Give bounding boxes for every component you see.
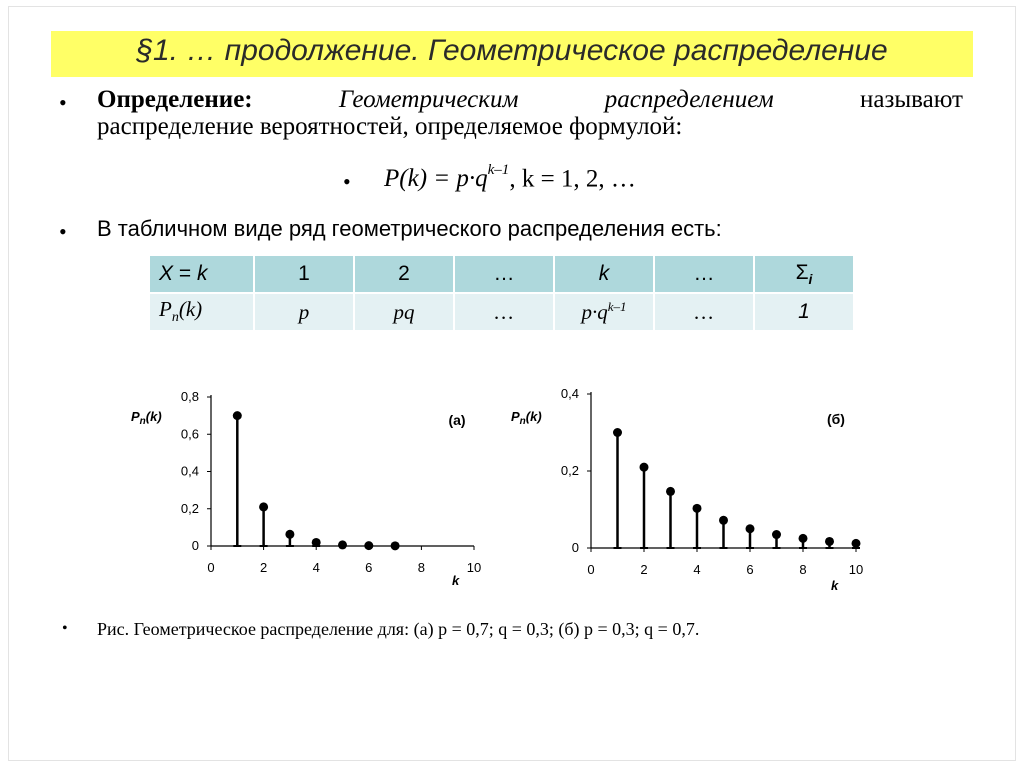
- data-point: [338, 540, 347, 549]
- bullet-icon: •: [59, 90, 67, 115]
- x-axis-label: k: [831, 578, 839, 593]
- data-point: [233, 411, 242, 420]
- x-tick-label: 4: [693, 562, 701, 577]
- y-axis-label: $P_n(k)$: [511, 409, 542, 427]
- definition-term-1: Геометрическим: [338, 86, 519, 113]
- data-point: [693, 504, 702, 513]
- x-tick-label: 6: [746, 562, 754, 577]
- x-axis-label: k: [452, 573, 460, 588]
- data-point: [799, 534, 808, 543]
- x-tick-label: 2: [640, 562, 648, 577]
- x-tick-label: 0: [207, 560, 215, 575]
- data-point: [259, 502, 268, 511]
- table-header-cell: 2: [355, 256, 453, 292]
- data-point: [364, 541, 373, 550]
- x-tick-label: 10: [848, 562, 864, 577]
- definition-term-2: распределением: [604, 86, 774, 113]
- data-point: [852, 539, 861, 548]
- data-point: [719, 516, 728, 525]
- y-tick-label: 0: [191, 538, 199, 553]
- data-point: [746, 524, 755, 533]
- y-tick-label: 0,6: [180, 426, 199, 442]
- table-cell: …: [655, 294, 753, 330]
- x-tick-label: 2: [259, 560, 268, 575]
- x-tick-label: 4: [312, 560, 320, 575]
- y-tick-label: 0,2: [180, 500, 199, 516]
- data-point: [285, 530, 294, 539]
- table-cell: p: [255, 294, 353, 330]
- table-header-cell: $\Sigma_i$: [755, 256, 853, 292]
- table-header-cell: k: [555, 256, 653, 292]
- data-point: [312, 538, 321, 547]
- x-tick-label: 10: [466, 560, 482, 575]
- table-cell: …: [455, 294, 553, 330]
- table-header-cell: …: [655, 256, 753, 292]
- figure-caption: Рис. Геометрическое распределение для: (а) p = 0,7; q = 0,3; (б) p = 0,3; q = 0,7.: [97, 619, 700, 639]
- table-header-cell: X = k: [150, 256, 253, 292]
- definition-line-2: распределение вероятностей, определяемое формулой:: [97, 113, 683, 140]
- table-cell: $P_n(k)$: [150, 294, 253, 330]
- table-cell: 1: [755, 294, 853, 330]
- y-tick-label: 0,4: [180, 463, 199, 479]
- table-header-cell: …: [455, 256, 553, 292]
- x-tick-label: 8: [417, 560, 426, 575]
- table-intro: В табличном виде ряд геометрического распределения есть:: [97, 216, 722, 241]
- data-point: [391, 541, 400, 550]
- bullet-icon: •: [62, 620, 68, 637]
- y-tick-label: 0,2: [560, 463, 579, 478]
- definition-end-word: называют: [859, 86, 963, 113]
- y-tick-label: 0: [571, 540, 579, 555]
- definition-label: Определение:: [97, 86, 253, 113]
- y-tick-label: 0,4: [560, 386, 579, 401]
- panel-label: (б): [827, 411, 845, 427]
- data-point: [772, 530, 781, 539]
- data-point: [640, 463, 649, 472]
- data-point: [613, 428, 622, 437]
- page-title: §1. … продолжение. Геометрическое распределение: [136, 34, 888, 67]
- y-tick-label: 0,8: [180, 389, 199, 404]
- formula-rhs: , k = 1, 2, …: [509, 165, 636, 193]
- x-tick-label: 8: [799, 562, 807, 577]
- formula-lhs: P(k) = p·q: [384, 165, 488, 193]
- formula-exponent: k–1: [487, 162, 510, 178]
- x-tick-label: 0: [587, 562, 595, 577]
- bullet-icon: •: [59, 219, 67, 244]
- table-header-cell: 1: [255, 256, 353, 292]
- bullet-icon: •: [343, 169, 351, 194]
- y-axis-label: $P_n(k)$: [131, 409, 162, 427]
- panel-label: (а): [448, 412, 466, 428]
- x-tick-label: 6: [365, 560, 373, 575]
- table-cell: pq: [355, 294, 453, 330]
- data-point: [666, 487, 675, 496]
- data-point: [825, 537, 834, 546]
- table-cell: $p\cdot q^{k-1}$: [555, 294, 653, 330]
